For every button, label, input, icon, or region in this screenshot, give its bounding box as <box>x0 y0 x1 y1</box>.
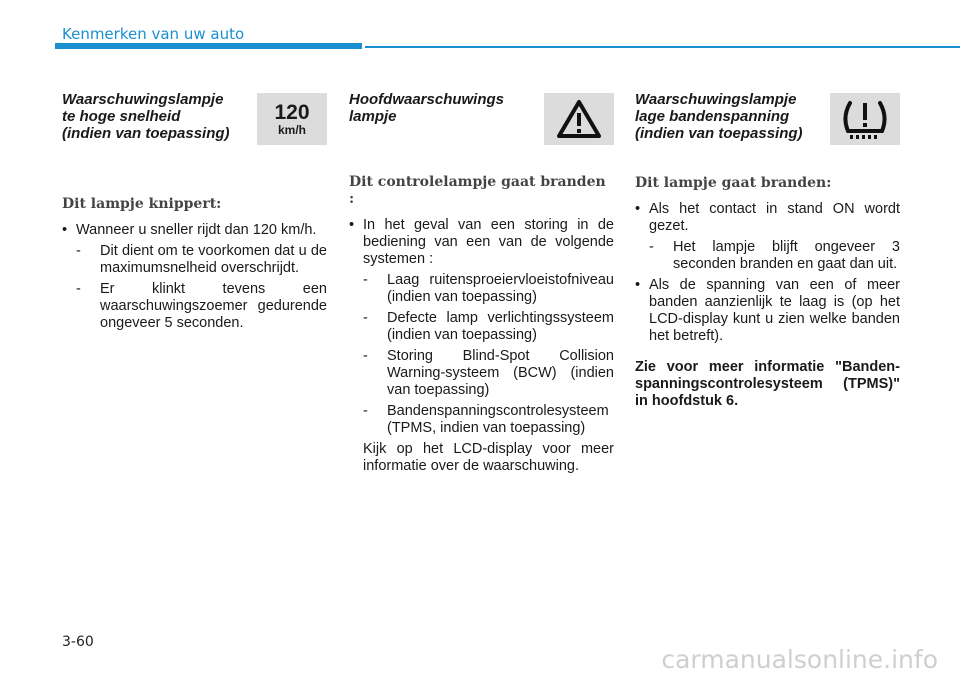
subheading: Dit controlelampje gaat branden : <box>349 174 606 207</box>
speed-120-icon <box>257 93 327 145</box>
dash-mark: - <box>76 281 81 297</box>
dash-text: Defecte lamp verlichtingssysteem (indien van toepassing) <box>387 310 614 343</box>
header-rule-thin <box>365 46 960 48</box>
section-heading <box>62 91 252 142</box>
dash-text: Bandenspanningscontrolesysteem (TPMS, indien van toepassing) <box>387 403 609 436</box>
note-text: Kijk op het LCD-display voor meer informatie over de waarschuwing. <box>363 441 614 474</box>
speed-icon-value: 120 <box>274 101 310 124</box>
dash-mark: - <box>649 239 654 255</box>
bullet-item: • Als het contact in stand ON wordt gezet. <box>635 201 900 235</box>
dash-item <box>363 310 614 344</box>
dash-mark: - <box>363 348 368 364</box>
watermark: carmanualsonline.info <box>661 645 938 674</box>
warning-triangle-svg <box>556 99 602 139</box>
bullet-item: • Als de spanning van een of meer banden aanzienlijk te laag is (op het LCD-display kunt u zien welke banden het betreft). <box>635 277 900 345</box>
dash-mark: - <box>363 403 368 419</box>
header-rule-thick <box>55 43 362 49</box>
dash-item <box>363 272 614 306</box>
heading-line: lampje <box>349 108 397 125</box>
heading-line: lage bandenspanning <box>635 108 790 125</box>
dash-item <box>649 239 900 273</box>
warning-triangle-icon <box>544 93 614 145</box>
subheading: Dit lampje gaat branden: <box>635 175 832 191</box>
dash-text: Laag ruitensproeiervloeistofniveau (indien van toepassing) <box>387 272 614 305</box>
column-tire-pressure <box>635 91 900 410</box>
tire-pressure-svg <box>840 97 890 141</box>
subheading: Dit lampje knippert: <box>62 196 222 212</box>
dash-text: Er klinkt tevens een waarschuwingszoemer gedurende ongeveer 5 seconden. <box>100 281 327 331</box>
dash-text: Het lampje blijft ongeveer 3 seconden branden en gaat dan uit. <box>673 239 900 272</box>
tire-pressure-icon <box>830 93 900 145</box>
dash-item <box>76 281 327 332</box>
heading-line: Waarschuwingslampje <box>62 91 224 108</box>
section-title: Kenmerken van uw auto <box>62 25 245 43</box>
section-heading <box>635 91 825 142</box>
section-heading <box>349 91 539 125</box>
dash-mark: - <box>363 310 368 326</box>
speed-icon-unit: km/h <box>277 123 306 137</box>
dash-mark: - <box>363 272 368 288</box>
dash-item <box>363 403 614 437</box>
column-master-warning <box>349 91 614 475</box>
bullet-item: • In het geval van een storing in de bediening van een van de volgende systemen : <box>349 217 614 268</box>
dash-mark: - <box>76 243 81 259</box>
heading-line: (indien van toepassing) <box>635 125 803 142</box>
bullet-item: • Wanneer u sneller rijdt dan 120 km/h. <box>62 222 327 239</box>
heading-line: te hoge snelheid <box>62 108 181 125</box>
heading-line: Waarschuwingslampje <box>635 91 797 108</box>
page-number: 3-60 <box>62 634 94 650</box>
heading-line: Hoofdwaarschuwings <box>349 91 505 108</box>
reference-note: Zie voor meer informatie "Banden-spanningscontrolesysteem (TPMS)" in hoofdstuk 6. <box>635 359 900 409</box>
dash-item <box>363 348 614 399</box>
column-speed-warning <box>62 91 327 336</box>
dash-text: Storing Blind-Spot Collision Warning-systeem (BCW) (indien van toepassing) <box>387 348 614 398</box>
dash-text: Dit dient om te voorkomen dat u de maximumsnelheid overschrijdt. <box>100 243 327 276</box>
heading-line: (indien van toepassing) <box>62 125 230 142</box>
dash-item <box>76 243 327 277</box>
